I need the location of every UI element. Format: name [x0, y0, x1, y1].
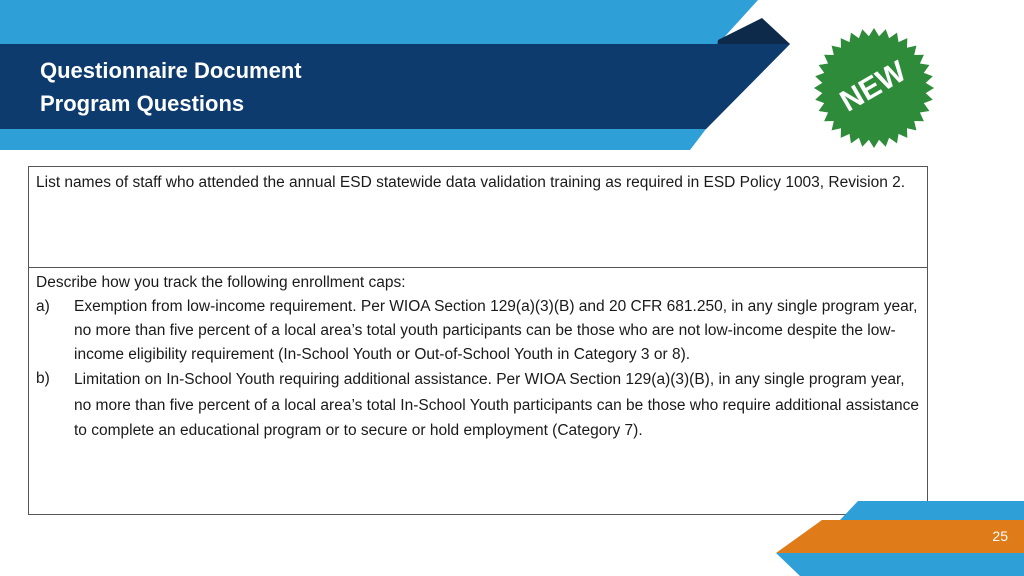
- list-item-text: Exemption from low-income requirement. Per WIOA Section 129(a)(3)(B) and 20 CFR 681.250, in any single program year, no more than five percent of a local area’s total youth participants can be those who are not low-income despite the low-income eligibility requirement (In-School Youth or Out-of-School Youth in Category 3 or 8).: [74, 298, 918, 363]
- question-1-text: List names of staff who attended the annual ESD statewide data validation training as required in ESD Policy 1003, Revision 2.: [36, 174, 906, 191]
- page-number: 25: [992, 528, 1008, 544]
- footer-orange: [776, 520, 1024, 553]
- footer-top-light-blue: [840, 501, 1024, 520]
- question-2-intro: Describe how you track the following enrollment caps:: [36, 274, 406, 291]
- footer-bottom-light-blue: [776, 553, 1024, 576]
- list-marker: a): [36, 298, 50, 315]
- list-marker: b): [36, 370, 50, 387]
- list-item-text: Limitation on In-School Youth requiring additional assistance. Per WIOA Section 129(a)(3)(B), in any single program year, no more than five percent of a local area’s total In-School Youth participants can be those who require additional assistance to complete an educational program or to secure or hold employment (Category 7).: [74, 371, 919, 439]
- title-line-2: Program Questions: [40, 91, 245, 116]
- title-line-1: Questionnaire Document: [40, 58, 302, 83]
- badge-text: NEW: [834, 54, 912, 119]
